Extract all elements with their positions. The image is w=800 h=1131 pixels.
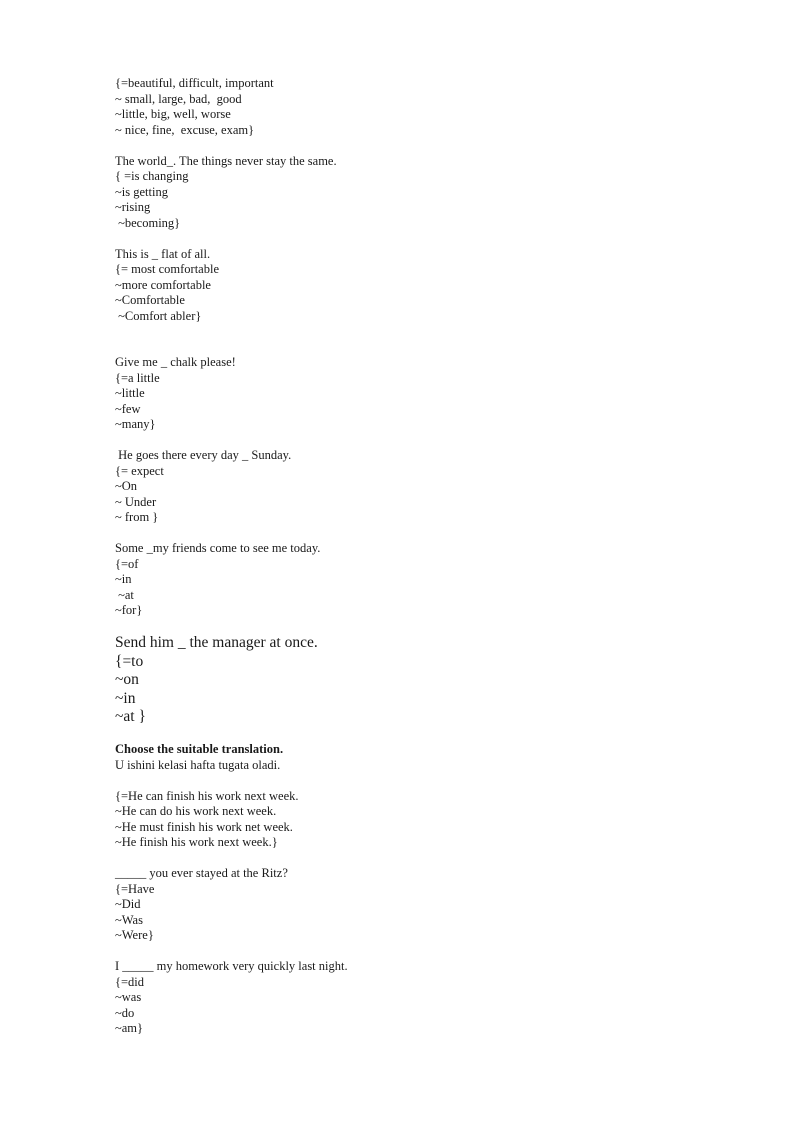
question-text: Give me _ chalk please! <box>115 355 236 369</box>
question-text: Some _my friends come to see me today. <box>115 541 321 555</box>
option-line: ~little, big, well, worse <box>115 107 231 121</box>
document-body <box>115 76 755 1037</box>
question-block-8 <box>115 742 755 773</box>
spacer <box>115 773 755 789</box>
spacer <box>115 138 755 154</box>
question-text: Send him _ the manager at once. <box>115 634 318 651</box>
option-line: { =is changing <box>115 169 189 183</box>
spacer <box>115 433 755 449</box>
section-heading: Choose the suitable translation. <box>115 742 284 756</box>
option-line: {=of <box>115 556 139 571</box>
option-line: ~ from } <box>115 510 159 524</box>
option-line: ~many} <box>115 417 156 431</box>
option-line: ~Was <box>115 912 143 927</box>
option-line: ~am} <box>115 1021 144 1035</box>
question-block-5 <box>115 448 755 526</box>
spacer <box>115 231 755 247</box>
question-block-7 <box>115 634 755 727</box>
question-block-1 <box>115 76 755 138</box>
option-line: ~at <box>115 587 134 602</box>
option-line: ~at } <box>115 708 146 725</box>
option-line: ~for} <box>115 603 143 617</box>
spacer <box>115 619 755 635</box>
option-line: ~rising <box>115 200 151 214</box>
option-line: ~is getting <box>115 184 168 199</box>
option-line: ~He must finish his work net week. <box>115 819 293 834</box>
option-line: ~on <box>115 671 139 688</box>
option-line: ~Comfortable <box>115 293 185 307</box>
spacer <box>115 324 755 355</box>
option-line: ~ nice, fine, excuse, exam} <box>115 122 255 137</box>
option-line: ~in <box>115 689 136 707</box>
option-line: {=a little <box>115 370 160 385</box>
question-block-6 <box>115 541 755 619</box>
option-line: ~little <box>115 386 145 400</box>
spacer <box>115 944 755 960</box>
option-line: ~Did <box>115 897 141 911</box>
question-block-4 <box>115 355 755 433</box>
option-line: {= most comfortable <box>115 262 219 276</box>
question-text: _____ you ever stayed at the Ritz? <box>115 866 288 880</box>
option-line: ~ Under <box>115 494 157 509</box>
question-block-10 <box>115 866 755 944</box>
option-line: {=beautiful, difficult, important <box>115 76 274 90</box>
option-line: ~Comfort abler} <box>115 308 202 323</box>
option-line: {=did <box>115 974 145 989</box>
option-line: ~do <box>115 1005 135 1020</box>
spacer <box>115 526 755 542</box>
question-text: He goes there every day _ Sunday. <box>115 448 292 462</box>
option-line: ~He can do his work next week. <box>115 804 277 818</box>
option-line: ~becoming} <box>115 215 181 230</box>
option-line: ~Were} <box>115 928 154 942</box>
option-line: ~ small, large, bad, good <box>115 91 242 106</box>
option-line: {=Have <box>115 881 155 896</box>
question-block-11 <box>115 959 755 1037</box>
option-line: ~He finish his work next week.} <box>115 835 278 849</box>
option-line: {= expect <box>115 463 164 478</box>
question-text: The world_. The things never stay the same. <box>115 153 337 168</box>
option-line: ~few <box>115 401 141 416</box>
question-block-2 <box>115 154 755 232</box>
spacer <box>115 727 755 743</box>
question-text: U ishini kelasi hafta tugata oladi. <box>115 757 281 772</box>
question-text: I _____ my homework very quickly last night. <box>115 959 348 973</box>
question-block-9 <box>115 789 755 851</box>
option-line: ~more comfortable <box>115 277 211 292</box>
question-text: This is _ flat of all. <box>115 246 211 261</box>
option-line: ~in <box>115 572 132 586</box>
question-block-3 <box>115 247 755 325</box>
option-line: ~On <box>115 479 138 493</box>
option-line: {=to <box>115 652 144 670</box>
spacer <box>115 851 755 867</box>
option-line: {=He can finish his work next week. <box>115 788 299 803</box>
option-line: ~was <box>115 990 142 1004</box>
